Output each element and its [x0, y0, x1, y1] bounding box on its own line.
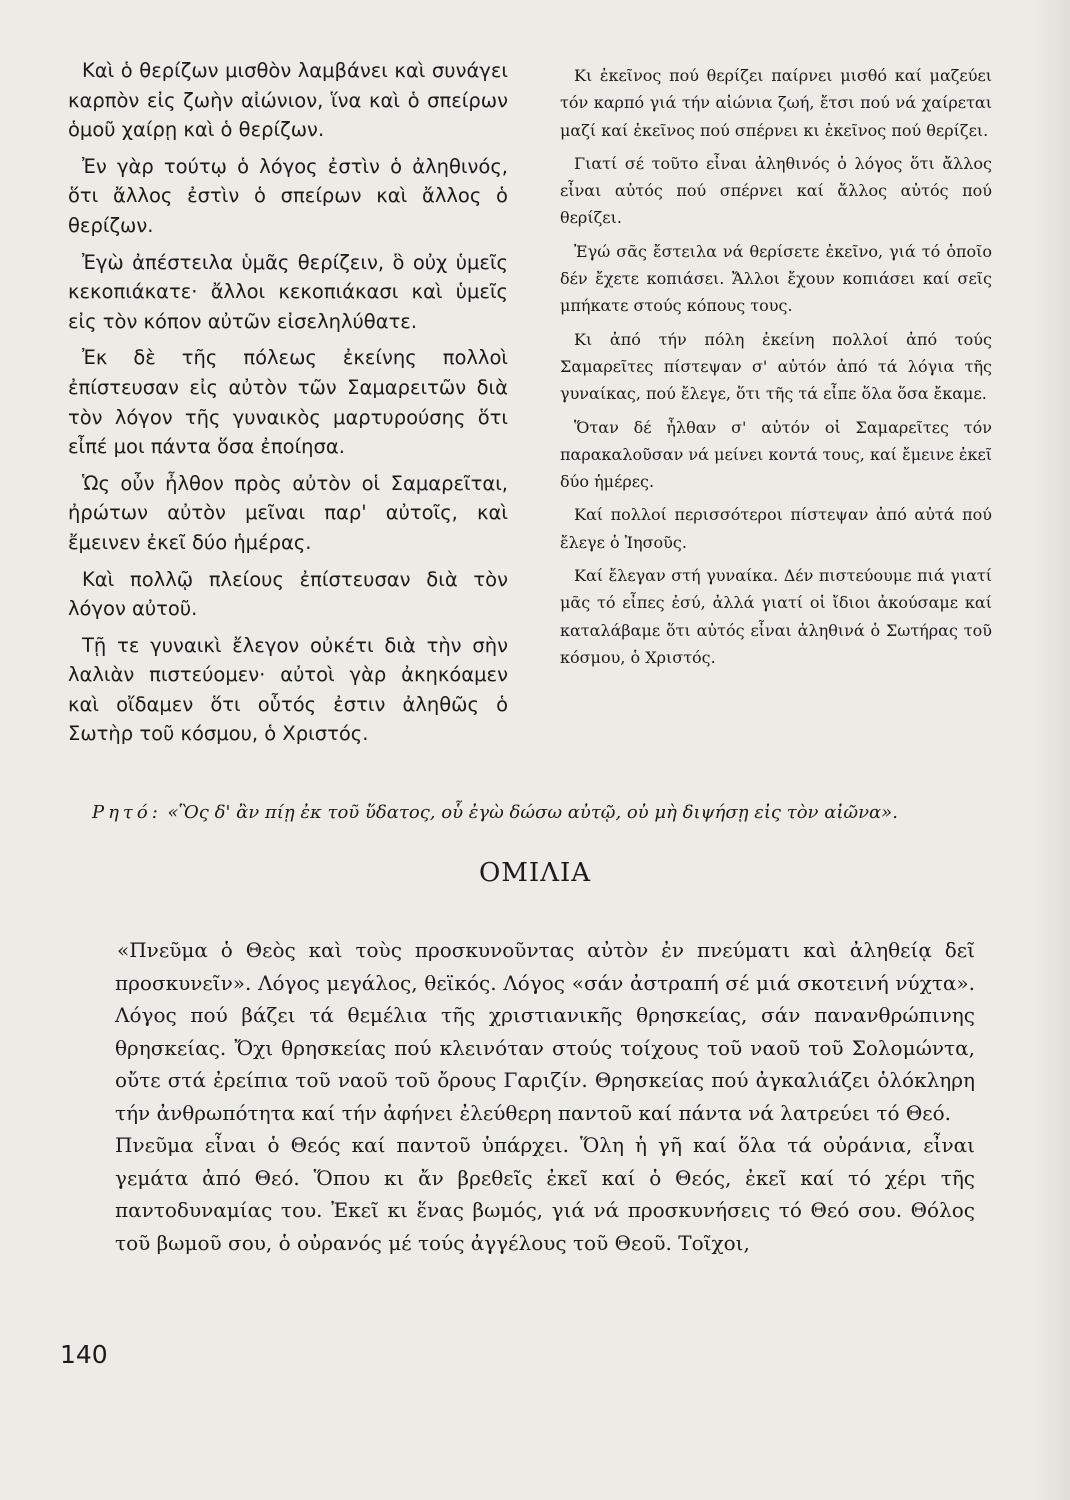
key-verse	[92, 798, 972, 827]
original-verse: Ἐκ δὲ τῆς πόλεως ἐκείνης πολλοὶ ἐπίστευσαν εἰς αὐτὸν τῶν Σαμαρειτῶν διὰ τὸν λόγον τῆς γυναικὸς μαρτυρούσης ὅτι εἶπέ μοι πάντα ὅσα ἐποίησα.	[68, 346, 508, 459]
original-verse: Ἐν γὰρ τούτῳ ὁ λόγος ἐστὶν ὁ ἀληθινός, ὅτι ἄλλος ἐστὶν ὁ σπείρων καὶ ἄλλος ὁ θερίζων.	[68, 154, 508, 237]
page-number: 140	[60, 1340, 108, 1369]
homily-heading: ΟΜΙΛΙΑ	[478, 858, 592, 888]
translation-verse: Καί πολλοί περισσότεροι πίστεψαν ἀπό αὐτά πού ἔλεγε ὁ Ἰησοῦς.	[560, 505, 992, 552]
homily-paragraph: «Πνεῦμα ὁ Θεὸς καὶ τοὺς προσκυνοῦντας αὐτὸν ἐν πνεύματι καὶ ἀληθείᾳ δεῖ προσκυνεῖν». Λόγος μεγάλος, θεϊκός. Λόγος «σάν ἀστραπή σέ μιά σκοτεινή νύχτα». Λόγος πού βάζει τά θεμέλια τῆς χριστιανικῆς θρησκείας, σάν πανανθρώπινης θρησκείας. Ὄχι θρησκείας πού κλεινόταν στούς τοίχους τοῦ ναοῦ τοῦ Σολομώντα, οὔτε στά ἐρείπια τοῦ ναοῦ τοῦ ὄρους Γαριζίν. Θρησκείας πού ἀγκαλιάζει ὁλόκληρη τήν ἀνθρωπότητα καί τήν ἀφήνει ἐλεύθερη παντοῦ καί πάντα νά λατρεύει τό Θεό.	[115, 938, 975, 1125]
homily-paragraph: Πνεῦμα εἶναι ὁ Θεός καί παντοῦ ὑπάρχει. Ὅλη ἡ γῆ καί ὅλα τά οὐράνια, εἶναι γεμάτα ἀπό Θεό. Ὅπου κι ἄν βρεθεῖς ἐκεῖ καί ὁ Θεός, ἐκεῖ καί τό χέρι τῆς παντοδυναμίας του. Ἐκεῖ κι ἕνας βωμός, γιά νά προσκυνήσεις τό Θεό σου. Θόλος τοῦ βωμοῦ σου, ὁ οὐρανός μέ τούς ἀγγέλους τοῦ Θεοῦ. Τοῖχοι,	[115, 1133, 975, 1255]
original-verse: Καὶ πολλῷ πλείους ἐπίστευσαν διὰ τὸν λόγον αὐτοῦ.	[68, 567, 508, 621]
translation-column	[560, 62, 992, 671]
page-edge-shadow	[1034, 0, 1070, 1500]
original-verse: Καὶ ὁ θερίζων μισθὸν λαμβάνει καὶ συνάγει καρπὸν εἰς ζωὴν αἰώνιον, ἵνα καὶ ὁ σπείρων ὁμοῦ χαίρῃ καὶ ὁ θερίζων.	[68, 59, 508, 142]
original-verse: Ἐγὼ ἀπέστειλα ὑμᾶς θερίζειν, ὃ οὐχ ὑμεῖς κεκοπιάκατε· ἄλλοι κεκοπιάκασι καὶ ὑμεῖς εἰς τὸν κόπον αὐτῶν εἰσεληλύθατε.	[68, 250, 508, 333]
translation-verse: Κι ἐκεῖνος πού θερίζει παίρνει μισθό καί μαζεύει τόν καρπό γιά τήν αἰώνια ζωή, ἔτσι πού νά χαίρεται μαζί καί ἐκεῖνος πού σπέρνει κι ἐκεῖνος πού θερίζει.	[560, 66, 992, 140]
key-verse-label: Ρητό:	[92, 802, 162, 823]
key-verse-text: «Ὃς δ' ἂν πίῃ ἐκ τοῦ ὕδατος, οὗ ἐγὼ δώσω αὐτῷ, οὐ μὴ διψήσῃ εἰς τὸν αἰῶνα».	[167, 802, 898, 823]
translation-verse: Ἐγώ σᾶς ἔστειλα νά θερίσετε ἐκεῖνο, γιά τό ὁποῖο δέν ἔχετε κοπιάσει. Ἄλλοι ἔχουν κοπιάσει καί σεῖς μπήκατε στούς κόπους τους.	[560, 241, 992, 316]
translation-verse: Κι ἀπό τήν πόλη ἐκείνη πολλοί ἀπό τούς Σαμαρεῖτες πίστεψαν σ' αὐτόν ἀπό τά λόγια τῆς γυναίκας, πού ἔλεγε, ὅτι τῆς τά εἶπε ὅλα ὅσα ἔκαμε.	[560, 329, 992, 404]
translation-verse: Καί ἔλεγαν στή γυναίκα. Δέν πιστεύουμε πιά γιατί μᾶς τό εἶπες ἐσύ, ἀλλά γιατί οἱ ἴδιοι ἀκούσαμε καί καταλάβαμε ὅτι αὐτός εἶναι ἀληθινά ὁ Σωτήρας τοῦ κόσμου, ὁ Χριστός.	[560, 566, 992, 667]
original-text-column	[68, 56, 508, 749]
homily-body	[115, 934, 975, 1259]
original-verse: Τῇ τε γυναικὶ ἔλεγον οὐκέτι διὰ τὴν σὴν λαλιὰν πιστεύομεν· αὐτοὶ γὰρ ἀκηκόαμεν καὶ οἴδαμεν ὅτι οὗτός ἐστιν ἀληθῶς ὁ Σωτὴρ τοῦ κόσμου, ὁ Χριστός.	[68, 633, 508, 746]
translation-verse: Γιατί σέ τοῦτο εἶναι ἀληθινός ὁ λόγος ὅτι ἄλλος εἶναι αὐτός πού σπέρνει καί ἄλλος αὐτός πού θερίζει.	[560, 153, 992, 228]
translation-verse: Ὅταν δέ ἦλθαν σ' αὐτόν οἱ Σαμαρεῖτες τόν παρακαλοῦσαν νά μείνει κοντά τους, καί ἔμεινε ἐκεῖ δύο ἡμέρες.	[560, 417, 992, 492]
original-verse: Ὡς οὖν ἦλθον πρὸς αὐτὸν οἱ Σαμαρεῖται, ἠρώτων αὐτὸν μεῖναι παρ' αὐτοῖς, καὶ ἔμεινεν ἐκεῖ δύο ἡμέρας.	[68, 471, 508, 554]
